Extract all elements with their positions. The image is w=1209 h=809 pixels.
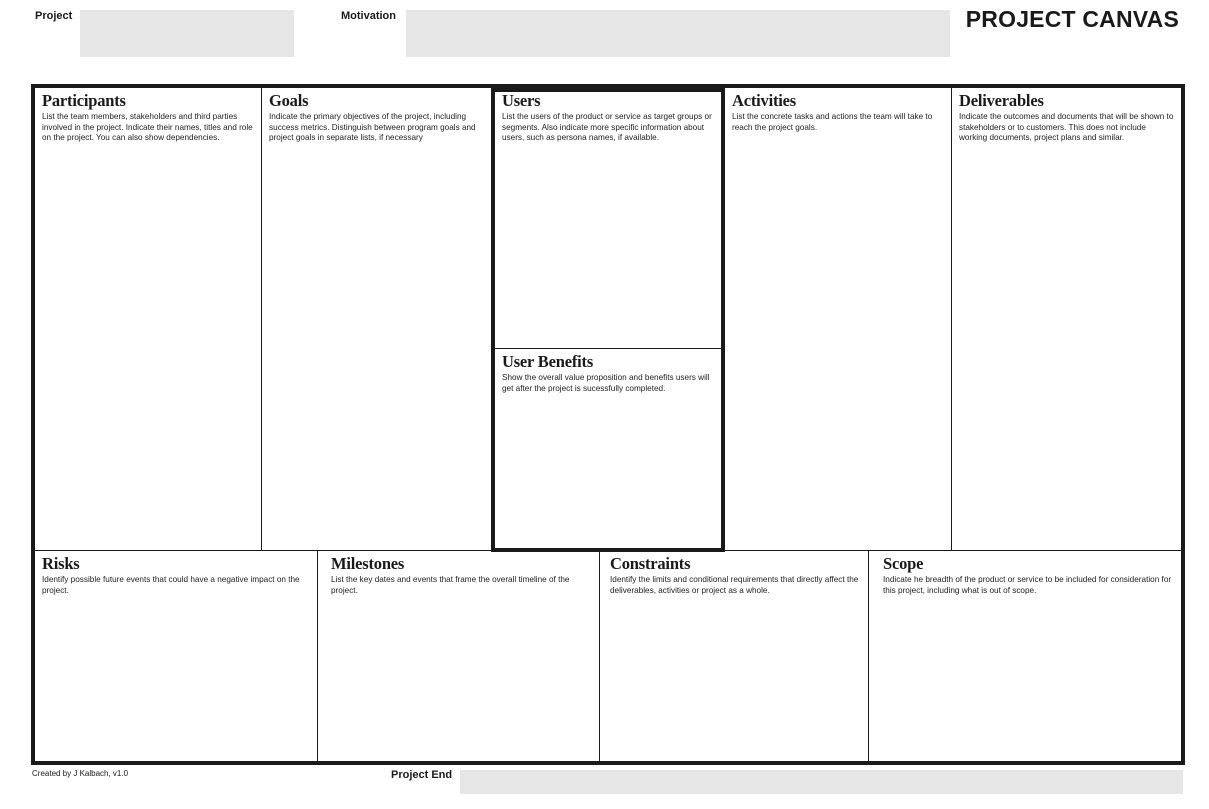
deliverables-title: Deliverables	[959, 91, 1044, 110]
risks-section[interactable]	[35, 551, 317, 761]
goals-section[interactable]	[262, 88, 491, 550]
risks-title: Risks	[42, 554, 80, 573]
constraints-section[interactable]	[603, 551, 868, 761]
motivation-input[interactable]	[406, 10, 950, 57]
goals-description: Indicate the primary objectives of the project, including success metrics. Distinguish between program goals and project goals in separate lists, if necessary	[269, 112, 476, 142]
project-end-label: Project End	[391, 769, 453, 781]
activities-title: Activities	[732, 91, 796, 110]
page-title: PROJECT CANVAS	[965, 6, 1179, 32]
deliverables-section[interactable]	[952, 88, 1181, 550]
users-title: Users	[502, 91, 541, 110]
activities-description: List the concrete tasks and actions the team will take to reach the project goals.	[732, 112, 933, 132]
divider-milestones-constraints	[599, 550, 600, 761]
user-benefits-section[interactable]	[495, 349, 721, 548]
motivation-label: Motivation	[341, 10, 396, 22]
goals-title: Goals	[269, 91, 309, 110]
milestones-title: Milestones	[331, 554, 405, 573]
project-label: Project	[35, 10, 73, 22]
risks-description: Identify possible future events that could have a negative impact on the project.	[42, 575, 300, 595]
activities-section[interactable]	[725, 88, 951, 550]
divider-risks-milestones	[317, 550, 318, 761]
constraints-description: Identify the limits and conditional requirements that directly affect the deliverables, activities or project as a whole.	[610, 575, 859, 595]
user-benefits-description: Show the overall value proposition and benefits users will get after the project is sucessfully completed.	[502, 373, 710, 393]
deliverables-description: Indicate the outcomes and documents that will be shown to stakeholders or to customers. This does not include working documents, project plans and similar.	[959, 112, 1174, 142]
project-input[interactable]	[80, 10, 294, 57]
users-section[interactable]	[495, 88, 721, 348]
users-description: List the users of the product or service as target groups or segments. Also indicate more specific information about users, such as persona names, if available.	[502, 112, 712, 142]
participants-title: Participants	[42, 91, 126, 110]
author-credit: Created by J Kalbach, v1.0	[32, 769, 129, 778]
milestones-description: List the key dates and events that frame the overall timeline of the project.	[331, 575, 570, 595]
project-end-input[interactable]	[460, 770, 1183, 794]
project-canvas-grid	[31, 84, 1185, 765]
participants-section[interactable]	[35, 88, 261, 550]
divider-constraints-scope	[868, 550, 869, 761]
participants-description: List the team members, stakeholders and third parties involved in the project. Indicate their names, titles and role on the project. You can also show dependencies.	[42, 112, 253, 142]
scope-description: Indicate he breadth of the product or service to be included for consideration for this project, including what is out of scope.	[883, 575, 1172, 595]
constraints-title: Constraints	[610, 554, 691, 573]
scope-section[interactable]	[876, 551, 1181, 761]
user-benefits-title: User Benefits	[502, 352, 594, 371]
scope-title: Scope	[883, 554, 924, 573]
milestones-section[interactable]	[324, 551, 599, 761]
